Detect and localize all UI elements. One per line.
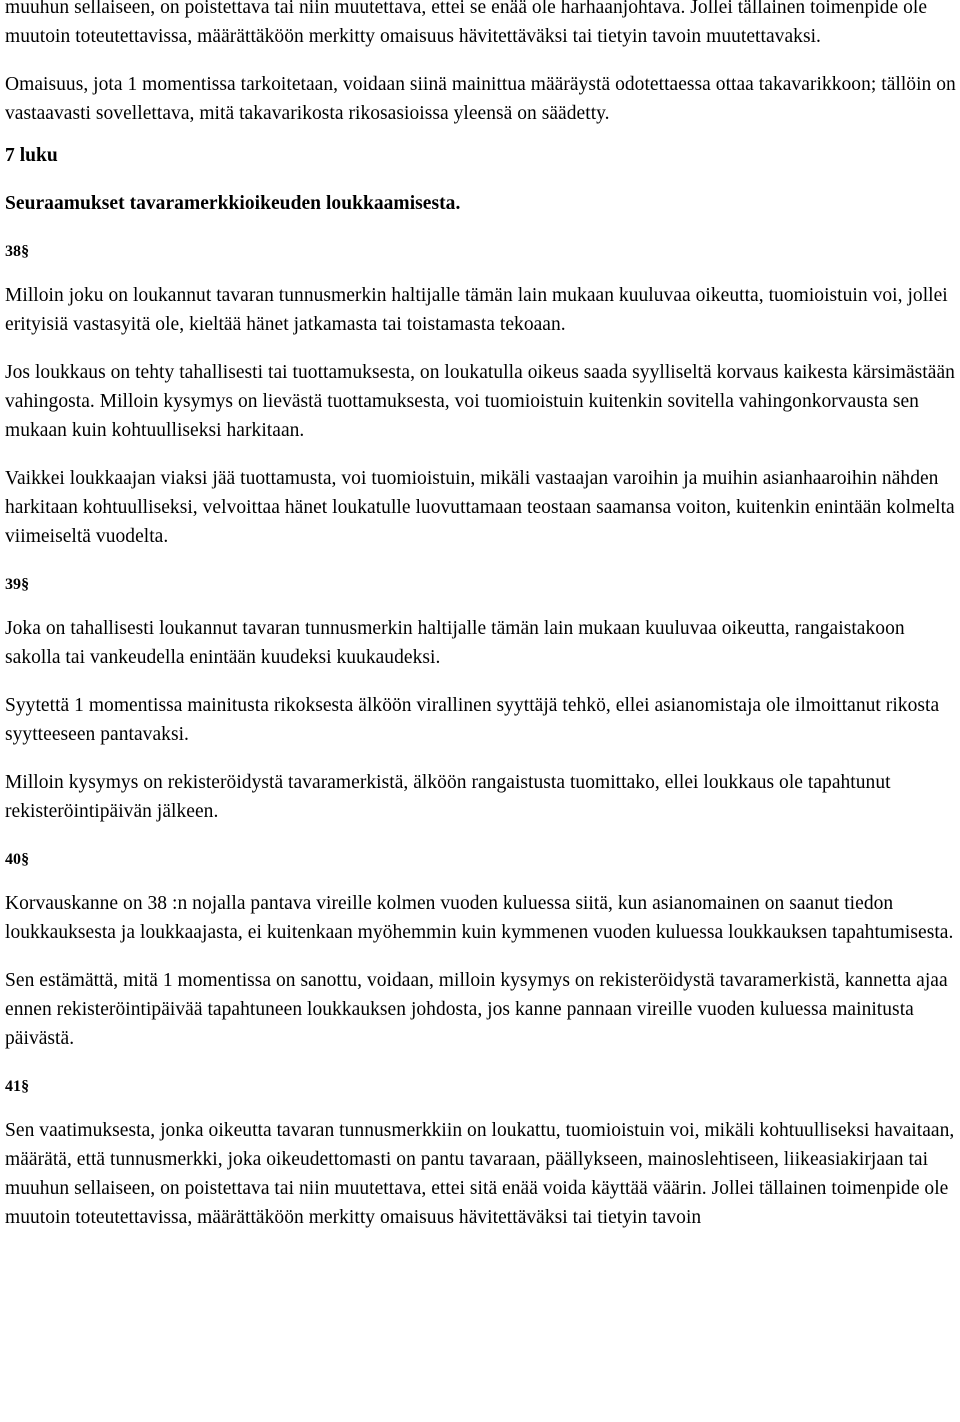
section-sign-icon: § <box>21 243 30 260</box>
paragraph: Syytettä 1 momentissa mainitusta rikoksesta älköön virallinen syyttäjä tehkö, ellei asianomistaja ole ilmoittanut rikosta syytteeseen pantavaksi. <box>5 695 940 745</box>
paragraph: muuhun sellaiseen, on poistettava tai niin muutettava, ettei se enää ole harhaanjohtava. Jollei tällainen toimenpide ole muutoin toteutettavissa, määrättäköön merkitty omaisuus hävitettäväksi tai tietyin tavoin muutettavaksi. <box>5 0 928 47</box>
paragraph: Korvauskanne on 38 :n nojalla pantava vireille kolmen vuoden kuluessa siitä, kun asianomainen on saanut tiedon loukkauksesta ja loukkaajasta, ei kuitenkaan myöhemmin kuin kymmenen vuoden kuluessa loukkauksen tapahtumisesta. <box>5 893 954 943</box>
section-heading <box>5 845 960 874</box>
section-sign-icon: § <box>21 576 30 593</box>
paragraph: Vaikkei loukkaajan viaksi jää tuottamusta, voi tuomioistuin, mikäli vastaajan varoihin ja muihin asianhaaroihin nähden harkitaan kohtuulliseksi, velvoittaa hänet loukatulle luovuttamaan teostaan saamansa voiton, kuitenkin enintään kolmelta viimeiseltä vuodelta. <box>5 468 955 547</box>
paragraph: Milloin joku on loukannut tavaran tunnusmerkin haltijalle tämän lain mukaan kuuluvaa oikeutta, tuomioistuin voi, jollei erityisiä vastasyitä ole, kieltää hänet jatkamasta tai toistamasta tekoaan. <box>5 285 948 335</box>
paragraph: Joka on tahallisesti loukannut tavaran tunnusmerkin haltijalle tämän lain mukaan kuuluvaa oikeutta, rangaistakoon sakolla tai vankeudella enintään kuudeksi kuukaudeksi. <box>5 618 905 668</box>
paragraph: Omaisuus, jota 1 momentissa tarkoitetaan, voidaan siinä mainittua määräystä odotettaessa ottaa takavarikkoon; tällöin on vastaavasti sovellettava, mitä takavarikosta rikosasioissa yleensä on säädetty. <box>5 74 956 124</box>
paragraph: Sen estämättä, mitä 1 momentissa on sanottu, voidaan, milloin kysymys on rekisteröidystä tavaramerkistä, kannetta ajaa ennen rekisteröintipäivää tapahtuneen loukkauksen johdosta, jos kanne pannaan vireille vuoden kuluessa mainitusta päivästä. <box>5 970 948 1049</box>
section-heading <box>5 237 960 266</box>
chapter-title: Seuraamukset tavaramerkkioikeuden loukkaamisesta. <box>5 193 461 214</box>
paragraph: Sen vaatimuksesta, jonka oikeutta tavaran tunnusmerkkiin on loukattu, tuomioistuin voi, mikäli kohtuulliseksi havaitaan, määrätä, että tunnusmerkki, joka oikeudettomasti on pantu tavaraan, päällykseen, mainoslehtiseen, liikeasiakirjaan tai muuhun sellaiseen, on poistettava tai niin muutettava, ettei sitä enää voida käyttää väärin. Jollei tällainen toimenpide ole muutoin toteutettavissa, määrättäköön merkitty omaisuus hävitettäväksi tai tietyin tavoin <box>5 1120 955 1228</box>
section-sign-icon: § <box>21 1078 30 1095</box>
section-heading <box>5 570 960 599</box>
section-sign-icon: § <box>21 851 30 868</box>
paragraph: Jos loukkaus on tehty tahallisesti tai tuottamuksesta, on loukatulla oikeus saada syylliseltä korvaus kaikesta kärsimästään vahingosta. Milloin kysymys on lievästä tuottamuksesta, voi tuomioistuin kuitenkin sovitella vahingonkorvausta sen mukaan kuin kohtuulliseksi harkitaan. <box>5 362 955 441</box>
section-heading <box>5 1072 960 1101</box>
section-number: 40 <box>5 851 22 868</box>
document-page <box>5 0 960 1251</box>
chapter-number: 7 luku <box>5 145 58 166</box>
section-number: 41 <box>5 1078 22 1095</box>
paragraph: Milloin kysymys on rekisteröidystä tavaramerkistä, älköön rangaistusta tuomittako, ellei loukkaus ole tapahtunut rekisteröintipäivän jälkeen. <box>5 772 891 822</box>
section-number: 38 <box>5 243 22 260</box>
section-number: 39 <box>5 576 22 593</box>
